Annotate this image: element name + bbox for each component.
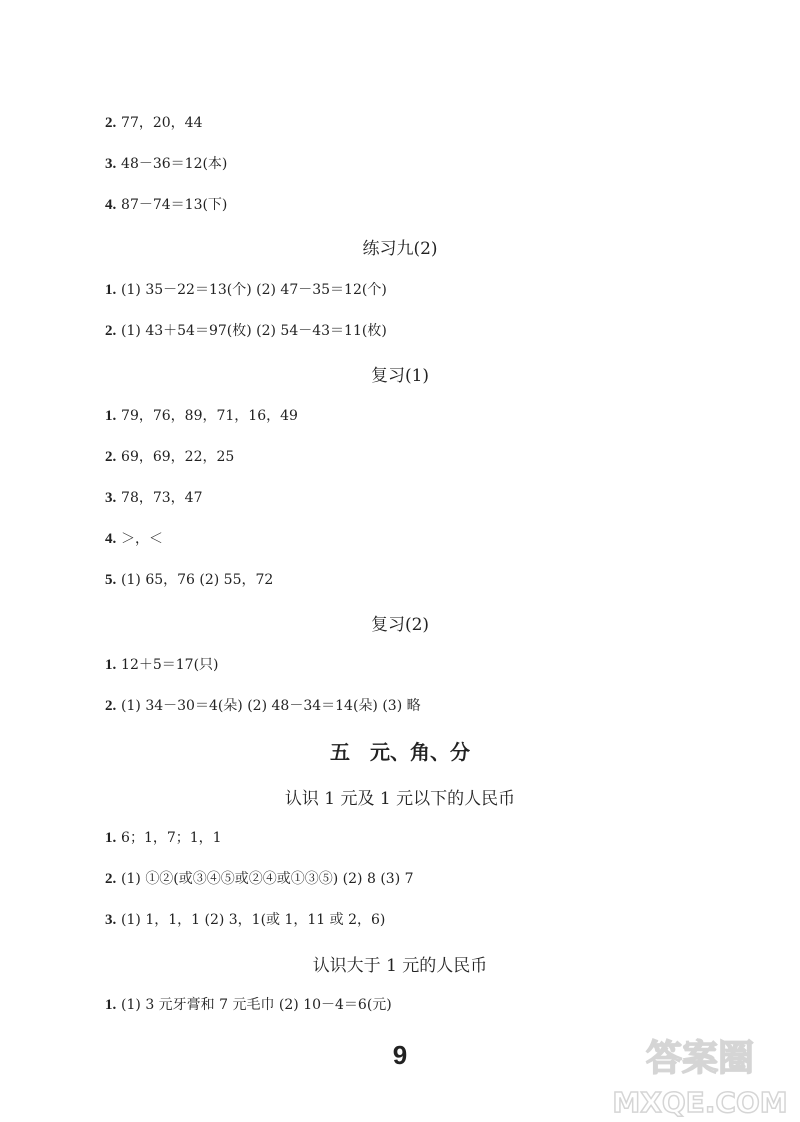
answer-line: [105, 153, 227, 173]
item-number: 1.: [105, 282, 117, 298]
answer-line: [105, 487, 202, 507]
answer-line: [105, 695, 421, 715]
item-text: ＞，＜: [121, 531, 164, 547]
item-number: 2.: [105, 323, 117, 339]
answer-line: [105, 654, 219, 674]
answer-line: [105, 827, 222, 847]
item-number: 1.: [105, 408, 117, 424]
item-text: (1) 1，1，1 (2) 3，1(或 1，11 或 2，6): [121, 912, 386, 928]
section-heading: 认识大于 1 元的人民币: [312, 956, 488, 976]
item-number: 2.: [105, 871, 117, 887]
item-number: 1.: [105, 657, 117, 673]
item-text: 6；1，7；1，1: [121, 830, 222, 846]
section-heading: 认识 1 元及 1 元以下的人民币: [284, 789, 516, 809]
item-number: 3.: [105, 912, 117, 928]
item-number: 4.: [105, 197, 117, 213]
section-heading: 复习(1): [370, 366, 430, 386]
item-number: 3.: [105, 490, 117, 506]
answer-line: [105, 909, 385, 929]
item-text: 48－36＝12(本): [121, 156, 228, 172]
item-text: 12＋5＝17(只): [121, 657, 219, 673]
item-text: (1) 35－22＝13(个) (2) 47－35＝12(个): [121, 282, 387, 298]
item-text: (1) 3 元牙膏和 7 元毛巾 (2) 10－4＝6(元): [121, 997, 392, 1013]
item-text: (1) 65，76 (2) 55，72: [121, 572, 274, 588]
item-number: 1.: [105, 830, 117, 846]
answer-line: [105, 446, 234, 466]
answer-line: [105, 994, 392, 1014]
answer-line: [105, 194, 227, 214]
section-heading: 复习(2): [370, 615, 430, 635]
answer-line: [105, 569, 273, 589]
answer-line: [105, 279, 387, 299]
answer-line: [105, 320, 387, 340]
item-number: 2.: [105, 449, 117, 465]
item-text: (1) 43＋54＝97(枚) (2) 54－43＝11(枚): [121, 323, 387, 339]
item-number: 4.: [105, 531, 117, 547]
watermark-bottom-text: MXQE.COM: [612, 1086, 788, 1119]
answer-line: [105, 868, 414, 888]
section-heading: 练习九(2): [362, 239, 438, 259]
item-text: 69，69，22，25: [121, 449, 235, 465]
answer-line: [105, 112, 202, 132]
item-text: 77，20，44: [121, 115, 203, 131]
item-number: 2.: [105, 115, 117, 131]
item-text: 78，73，47: [121, 490, 203, 506]
item-text: (1) ①②(或③④⑤或②④或①③⑤) (2) 8 (3) 7: [121, 871, 414, 887]
item-text: 79，76，89，71，16，49: [121, 408, 298, 424]
watermark-top-text: 答案圈: [645, 1038, 755, 1079]
page-number: 9: [392, 1040, 408, 1070]
watermark-logo: [610, 1030, 790, 1120]
item-number: 1.: [105, 997, 117, 1013]
chapter-title: 五 元、角、分: [330, 740, 470, 764]
answer-line: [105, 405, 298, 425]
answer-line: [105, 528, 163, 548]
item-number: 5.: [105, 572, 117, 588]
item-text: 87－74＝13(下): [121, 197, 228, 213]
item-text: (1) 34－30＝4(朵) (2) 48－34＝14(朵) (3) 略: [121, 698, 421, 714]
item-number: 2.: [105, 698, 117, 714]
item-number: 3.: [105, 156, 117, 172]
